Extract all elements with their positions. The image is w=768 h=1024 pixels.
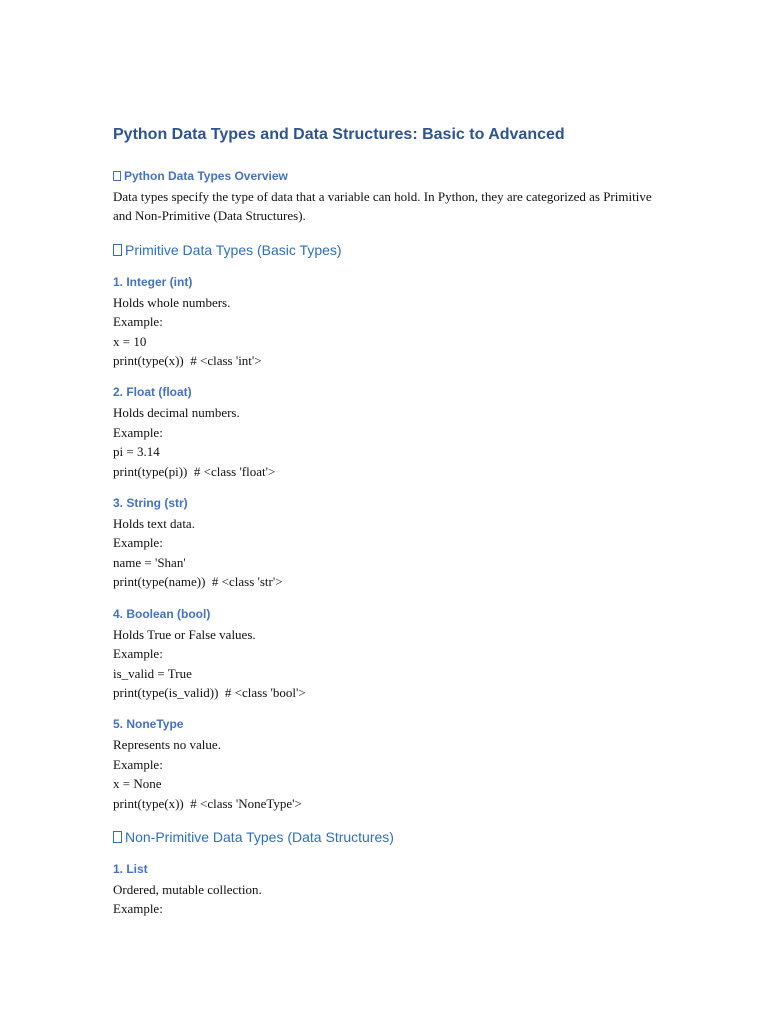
- type-section-nonetype: [113, 716, 653, 813]
- type-section-int: [113, 274, 653, 371]
- non-primitive-heading-text: Non-Primitive Data Types (Data Structures): [125, 828, 394, 845]
- code-line: print(type(x)) # <class 'int'>: [113, 353, 262, 369]
- type-description: Holds whole numbers.: [113, 294, 231, 310]
- type-description: Holds True or False values.: [113, 626, 256, 642]
- code-line: x = None: [113, 776, 162, 792]
- code-line: x = 10: [113, 333, 147, 349]
- type-heading: 1. List: [113, 861, 148, 876]
- type-section-list: [113, 861, 653, 919]
- example-label: Example:: [113, 646, 163, 662]
- code-line: print(type(pi)) # <class 'float'>: [113, 463, 276, 479]
- code-line: print(type(x)) # <class 'NoneType'>: [113, 795, 302, 811]
- type-heading: 4. Boolean (bool): [113, 606, 211, 621]
- document-content: [113, 124, 653, 919]
- type-section-str: [113, 495, 653, 592]
- type-description: Holds text data.: [113, 516, 195, 532]
- type-description: Ordered, mutable collection.: [113, 881, 262, 897]
- document-title: Python Data Types and Data Structures: Basic to Advanced: [113, 126, 565, 143]
- non-primitive-heading: [113, 827, 653, 847]
- type-description: Holds decimal numbers.: [113, 405, 240, 421]
- type-section-bool: [113, 606, 653, 703]
- primitive-heading: [113, 240, 653, 260]
- missing-glyph-icon: [113, 831, 122, 843]
- code-line: name = 'Shan': [113, 554, 186, 570]
- overview-heading: [113, 168, 653, 185]
- type-heading: 5. NoneType: [113, 717, 184, 732]
- type-description: Represents no value.: [113, 737, 221, 753]
- overview-text: Data types specify the type of data that a variable can hold. In Python, they are categorized as Primitive and Non-Primitive (Data Structures).: [113, 189, 652, 224]
- code-line: print(type(name)) # <class 'str'>: [113, 574, 283, 590]
- example-label: Example:: [113, 901, 163, 917]
- code-line: is_valid = True: [113, 665, 192, 681]
- code-line: print(type(is_valid)) # <class 'bool'>: [113, 684, 306, 700]
- missing-glyph-icon: [113, 244, 122, 256]
- code-line: pi = 3.14: [113, 444, 160, 460]
- overview-heading-text: Python Data Types Overview: [124, 169, 288, 183]
- example-label: Example:: [113, 424, 163, 440]
- example-label: Example:: [113, 314, 163, 330]
- primitive-heading-text: Primitive Data Types (Basic Types): [125, 241, 342, 258]
- type-heading: 3. String (str): [113, 496, 188, 511]
- type-heading: 2. Float (float): [113, 385, 192, 400]
- example-label: Example:: [113, 756, 163, 772]
- missing-glyph-icon: [113, 171, 121, 181]
- example-label: Example:: [113, 535, 163, 551]
- type-section-float: [113, 384, 653, 481]
- type-heading: 1. Integer (int): [113, 274, 193, 289]
